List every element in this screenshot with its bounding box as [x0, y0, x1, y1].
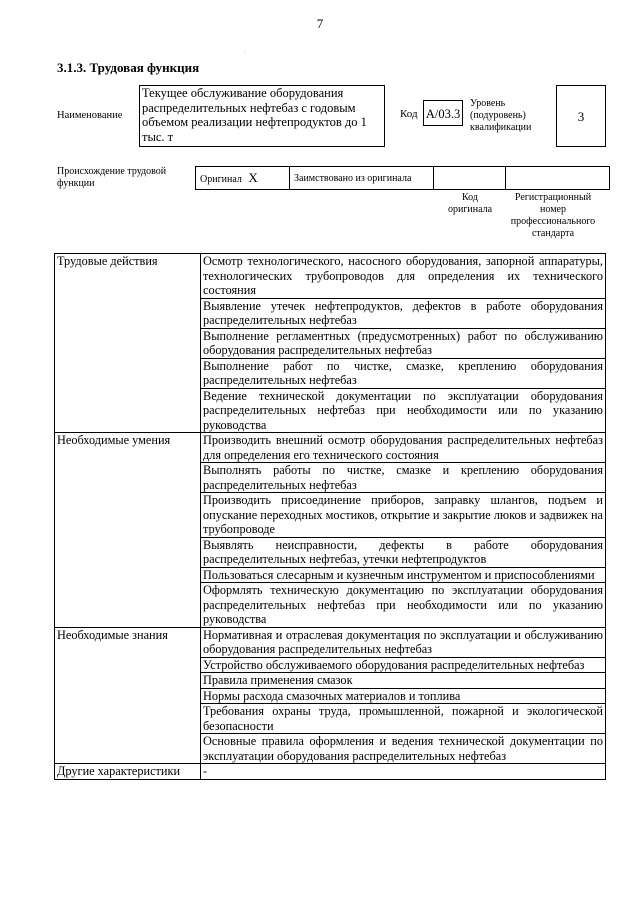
original-label: Оригинал — [200, 174, 242, 185]
table-row — [55, 764, 606, 780]
scan-mark: ˯ — [244, 48, 246, 54]
level-label: Уровень (подуровень) квалификации — [470, 98, 532, 133]
section-heading: Другие характеристики — [55, 764, 201, 780]
original-mark: X — [248, 170, 258, 185]
page-number: 7 — [316, 16, 324, 31]
section-item: Выполнять работы по чистке, смазке и креплению оборудования распределительных нефтебаз — [201, 463, 606, 493]
section-item: Производить присоединение приборов, заправку шлангов, подъем и опускание переходных мостиков, открытие и закрытие люков и задвижек на трубопроводе — [201, 493, 606, 538]
regnum-caption: Регистрационный номер профессионального стандарта — [510, 192, 596, 239]
level-value: 3 — [577, 109, 585, 124]
section-item: Осмотр технологического, насосного оборудования, запорной аппаратуры, технологических трубопроводов для определения их технического состояния — [201, 254, 606, 299]
section-item: Пользоваться слесарным и кузнечным инструментом и приспособлениями — [201, 567, 606, 583]
orig-code-cell — [434, 167, 506, 190]
section-item: Выполнение работ по чистке, смазке, креплению оборудования распределительных нефтебаз — [201, 358, 606, 388]
name-label: Наименование — [57, 110, 123, 121]
function-table — [54, 253, 606, 780]
section-item: Выявление утечек нефтепродуктов, дефектов в работе оборудования распределительных нефтебаз — [201, 298, 606, 328]
section-item: Нормы расхода смазочных материалов и топлива — [201, 688, 606, 704]
code-caption: Код оригинала — [447, 192, 493, 215]
function-name-box — [139, 85, 385, 147]
section-item: Требования охраны труда, промышленной, пожарной и экологической безопасности — [201, 704, 606, 734]
section-item: Производить внешний осмотр оборудования распределительных нефтебаз для определения его технического состояния — [201, 433, 606, 463]
function-name: Текущее обслуживание оборудования распределительных нефтебаз с годовым объемом реализации нефтепродуктов до 1 тыс. т — [142, 86, 367, 144]
code-label: Код — [400, 108, 418, 120]
code-value: A/03.3 — [425, 107, 461, 121]
table-row — [55, 254, 606, 299]
code-box — [423, 100, 463, 126]
section-item: Выявлять неисправности, дефекты в работе оборудования распределительных нефтебаз, утечки нефтепродуктов — [201, 537, 606, 567]
section-item: Правила применения смазок — [201, 673, 606, 689]
section-item: Основные правила оформления и ведения технической документации по эксплуатации оборудования распределительных нефтебаз — [201, 734, 606, 764]
borrowed-label: Заимствовано из оригинала — [294, 172, 412, 184]
borrowed-cell — [290, 167, 434, 190]
regnum-cell — [506, 167, 610, 190]
section-item: Ведение технической документации по эксплуатации оборудования распределительных нефтебаз при необходимости или по указанию руководства — [201, 388, 606, 433]
section-item: Устройство обслуживаемого оборудования распределительных нефтебаз — [201, 657, 606, 673]
section-item: - — [201, 764, 606, 780]
origin-label: Происхождение трудовой функции — [57, 166, 167, 189]
section-heading: Трудовые действия — [55, 254, 201, 433]
level-box — [556, 85, 606, 147]
original-cell — [196, 167, 290, 190]
section-title: 3.1.3. Трудовая функция — [57, 60, 200, 75]
section-item: Нормативная и отраслевая документация по эксплуатации и обслуживанию оборудования распределительных нефтебаз — [201, 627, 606, 657]
table-row — [55, 433, 606, 463]
section-heading: Необходимые знания — [55, 627, 201, 764]
section-item: Оформлять техническую документацию по эксплуатации оборудования распределительных нефтебаз при необходимости или по указанию руководства — [201, 583, 606, 628]
section-heading: Необходимые умения — [55, 433, 201, 628]
section-item: Выполнение регламентных (предусмотренных) работ по обслуживанию оборудования распределительных нефтебаз — [201, 328, 606, 358]
table-row — [55, 627, 606, 657]
origin-table — [195, 166, 610, 190]
